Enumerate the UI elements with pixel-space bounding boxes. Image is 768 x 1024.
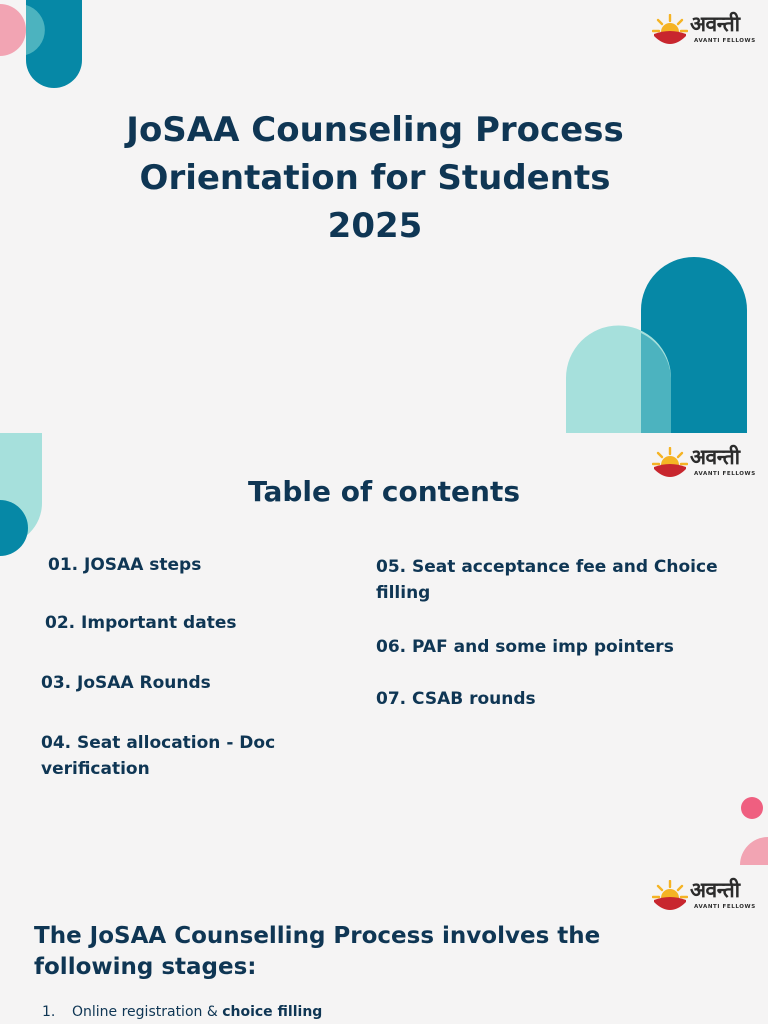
toc-item-josaa-rounds: 03. JoSAA Rounds	[41, 673, 211, 693]
title-line-2: Orientation for Students	[139, 158, 611, 198]
process-heading: The JoSAA Counselling Process involves the following stages:	[34, 923, 601, 980]
sun-logo-icon	[652, 880, 688, 916]
logo-subtitle: AVANTI FELLOWS	[694, 471, 756, 477]
toc-item-important-dates: 02. Important dates	[45, 613, 237, 633]
decorative-shapes-top-left	[0, 0, 100, 100]
toc-item-seat-acceptance: 05. Seat acceptance fee and Choice filling	[376, 557, 718, 603]
toc-title: Table of contents	[247, 475, 521, 508]
toc-item-seat-allocation: 04. Seat allocation - Doc verification	[41, 733, 276, 779]
logo-subtitle: AVANTI FELLOWS	[694, 38, 756, 44]
logo-wordmark: अवन्ती	[690, 12, 740, 36]
title-line-1: JoSAA Counseling Process	[126, 110, 624, 150]
slide-process-stages	[0, 865, 768, 1024]
list-item	[42, 1004, 322, 1020]
decorative-circles-right	[728, 795, 768, 865]
sun-logo-icon	[652, 14, 688, 50]
avanti-logo	[652, 878, 756, 914]
slide-table-of-contents	[0, 433, 768, 865]
page-title	[60, 106, 690, 250]
slide-title	[0, 0, 768, 433]
logo-subtitle: AVANTI FELLOWS	[694, 904, 756, 910]
title-line-3: 2025	[327, 206, 423, 246]
toc-item-csab-rounds: 07. CSAB rounds	[376, 689, 536, 709]
avanti-logo	[652, 12, 756, 48]
list-item-bold-text: choice filling	[222, 1004, 323, 1020]
logo-wordmark: अवन्ती	[690, 878, 740, 902]
list-item-text: Online registration &	[72, 1004, 223, 1020]
list-item-number: 1.	[42, 1004, 56, 1020]
decorative-arches-bottom-right	[560, 253, 760, 433]
toc-item-josaa-steps: 01. JOSAA steps	[48, 555, 202, 575]
toc-item-paf-pointers: 06. PAF and some imp pointers	[376, 637, 674, 657]
logo-wordmark: अवन्ती	[690, 445, 740, 469]
